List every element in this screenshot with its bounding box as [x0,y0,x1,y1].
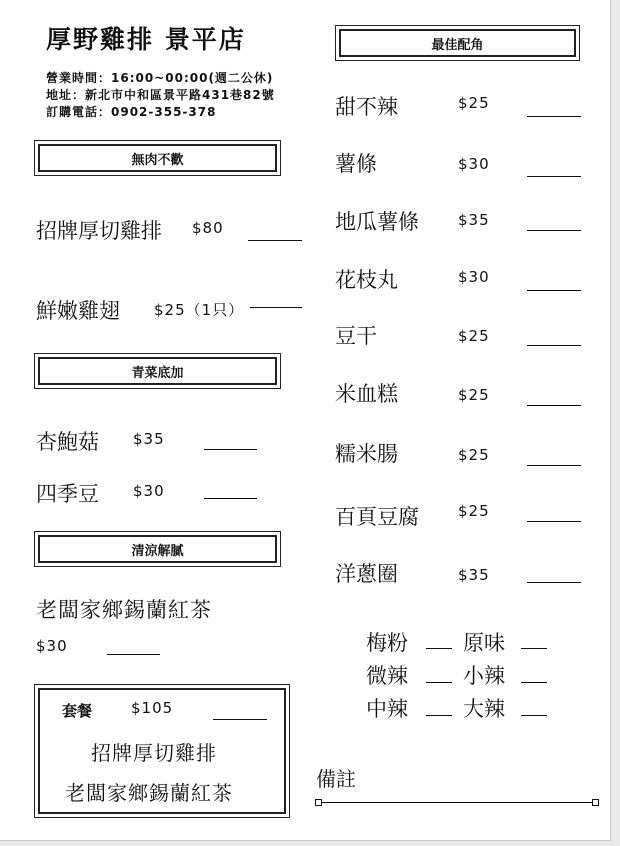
notes-label: 備註 [316,767,356,791]
flavor-blank-large-spicy[interactable] [521,715,547,716]
item-price-green-beans: $30 [133,482,165,500]
quantity-blank-tofu-skin[interactable] [527,521,581,522]
flavor-blank-plum-powder[interactable] [426,648,452,649]
section-title-meat: 無肉不歡 [38,144,277,172]
item-name-chicken-wing: 鮮嫩雞翅 [36,299,120,323]
section-header-meat [34,140,281,176]
item-price-chicken-wing: $25（1只） [154,301,245,319]
quantity-blank-squid-balls[interactable] [527,290,581,291]
item-price-onion-rings: $35 [458,566,490,584]
item-name-king-oyster: 杏鮑菇 [36,430,99,454]
combo-label: 套餐 [62,702,93,720]
section-title-sides: 最佳配角 [339,29,576,57]
item-name-tempura: 甜不辣 [335,95,398,119]
flavor-mild-spicy: 微辣 [366,664,408,688]
store-address: 地址：新北市中和區景平路431巷82號 [46,88,275,102]
item-name-dried-tofu: 豆干 [335,324,377,348]
section-title-veg: 青菜底加 [38,357,277,385]
combo-item-tea: 老闆家鄉錫蘭紅茶 [65,781,233,805]
flavor-blank-original[interactable] [521,648,547,649]
item-name-onion-rings: 洋蔥圈 [335,562,398,586]
store-phone: 訂購電話：0902-355-378 [46,105,217,119]
item-price-rice-sausage: $25 [458,446,490,464]
combo-price: $105 [131,699,174,717]
notes-input-line[interactable] [318,802,596,803]
quantity-blank-ceylon-tea[interactable] [107,654,160,655]
flavor-medium-spicy: 中辣 [366,697,408,721]
item-name-rice-sausage: 糯米腸 [335,442,398,466]
store-title: 厚野雞排 景平店 [46,25,246,54]
item-name-sweet-potato-fries: 地瓜薯條 [335,210,419,234]
item-price-tempura: $25 [458,94,490,112]
item-price-fries: $30 [458,155,490,173]
quantity-blank-chicken-wing[interactable] [250,307,302,308]
item-name-ceylon-tea: 老闆家鄉錫蘭紅茶 [36,598,212,622]
quantity-blank-onion-rings[interactable] [527,582,581,583]
item-price-squid-balls: $30 [458,268,490,286]
flavor-blank-medium-spicy[interactable] [426,715,452,716]
item-price-dried-tofu: $25 [458,327,490,345]
item-price-sweet-potato-fries: $35 [458,211,490,229]
item-price-king-oyster: $35 [133,430,165,448]
item-price-rice-blood-cake: $25 [458,386,490,404]
quantity-blank-rice-blood-cake[interactable] [527,405,581,406]
quantity-blank-combo[interactable] [213,719,267,720]
item-name-green-beans: 四季豆 [36,482,99,506]
notes-line-start-handle [315,799,322,806]
flavor-blank-small-spicy[interactable] [521,682,547,683]
quantity-blank-fries[interactable] [527,176,581,177]
quantity-blank-king-oyster[interactable] [204,449,257,450]
quantity-blank-dried-tofu[interactable] [527,345,581,346]
item-name-squid-balls: 花枝丸 [335,268,398,292]
section-header-sides [335,25,580,61]
quantity-blank-tempura[interactable] [527,116,581,117]
item-name-fries: 薯條 [335,152,377,176]
flavor-large-spicy: 大辣 [463,697,505,721]
item-price-tofu-skin: $25 [458,502,490,520]
item-price-chicken-cutlet: $80 [192,219,224,237]
item-name-rice-blood-cake: 米血糕 [335,382,398,406]
quantity-blank-chicken-cutlet[interactable] [248,240,302,241]
item-name-chicken-cutlet: 招牌厚切雞排 [36,219,162,243]
section-title-drink: 清涼解膩 [38,535,277,563]
item-name-tofu-skin: 百頁豆腐 [335,505,419,529]
section-header-drink [34,531,281,567]
flavor-small-spicy: 小辣 [463,664,505,688]
combo-item-cutlet: 招牌厚切雞排 [91,741,217,765]
store-hours: 營業時間：16:00~00:00(週二公休) [46,71,274,85]
quantity-blank-green-beans[interactable] [204,498,257,499]
quantity-blank-rice-sausage[interactable] [527,465,581,466]
flavor-blank-mild-spicy[interactable] [426,682,452,683]
flavor-original: 原味 [463,631,505,655]
notes-line-end-handle [592,799,599,806]
flavor-plum-powder: 梅粉 [366,631,408,655]
section-header-veg [34,353,281,389]
quantity-blank-sweet-potato-fries[interactable] [527,230,581,231]
item-price-ceylon-tea: $30 [36,637,68,655]
